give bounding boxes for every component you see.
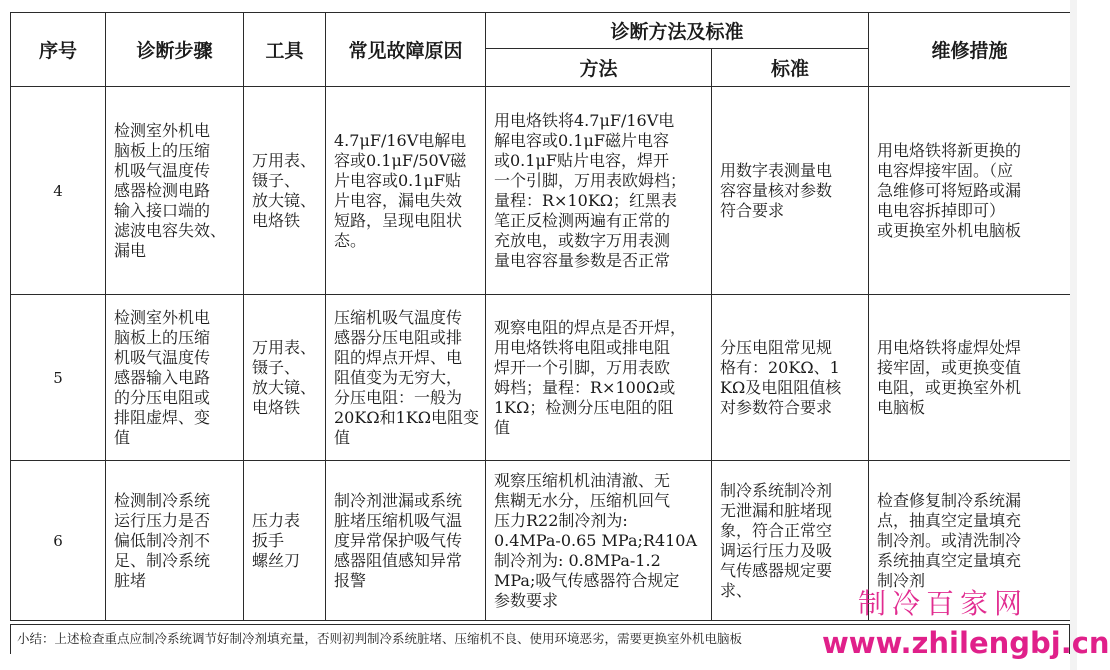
cell-repair [869, 87, 1071, 295]
standard-line: 调运行压力及吸 [720, 540, 833, 560]
repair-line: 点，抽真空定量填充 [877, 510, 1022, 530]
standard-line: 象，符合正常空 [720, 520, 833, 540]
tool-line: 螺丝刀 [252, 550, 301, 570]
repair-line: 制冷剂。或清洗制冷 [877, 530, 1022, 550]
tool-line: 放大镜、 [252, 190, 317, 210]
standard-line: 格有：20KΩ、1 [720, 357, 840, 377]
tool-line: 放大镜、 [252, 377, 317, 397]
tool-line: 万用表、 [252, 337, 317, 357]
step-line: 输入接口端的 [114, 200, 211, 220]
method-line: 1KΩ；检测分压电阻的阻 [494, 397, 674, 417]
step-line: 偏低制冷剂不 [114, 530, 211, 550]
row-index: 5 [11, 295, 106, 461]
tool-line: 电烙铁 [252, 210, 301, 230]
method-line: 用电烙铁将电阻或排电阻 [494, 337, 671, 357]
cell-cause [326, 87, 486, 295]
tool-line: 电烙铁 [252, 397, 301, 417]
method-line: 或0.1μF贴片电容，焊开 [494, 150, 669, 170]
cause-line: 压缩机吸气温度传 [334, 307, 463, 327]
header-standard: 标准 [712, 49, 869, 87]
cause-line: 短路，呈现电阻状 [334, 210, 463, 230]
cause-line: 4.7μF/16V电解电 [334, 130, 467, 150]
step-line: 感器输入电路 [114, 367, 211, 387]
header-method-group: 诊断方法及标准 [486, 13, 869, 49]
step-line: 脑板上的压缩 [114, 327, 211, 347]
cause-line: 态。 [334, 230, 367, 250]
method-line: 参数要求 [494, 590, 559, 610]
method-line: MPa;吸气传感器符合规定 [494, 570, 680, 590]
standard-line: 对参数符合要求 [720, 397, 833, 417]
step-line: 检测室外机电 [114, 120, 211, 140]
method-line: 充放电，或数字万用表测 [494, 230, 671, 250]
repair-line: 系统抽真空定量填充 [877, 550, 1022, 570]
repair-line: 制冷剂 [877, 570, 926, 590]
method-line: 姆档；量程：R×100Ω或 [494, 377, 676, 397]
step-line: 机吸气温度传 [114, 347, 211, 367]
cell-method [486, 461, 712, 621]
standard-line: 用数字表测量电 [720, 160, 833, 180]
cause-line: 20KΩ和1KΩ电阻变 [334, 407, 479, 427]
method-line: 一个引脚，万用表欧姆档； [494, 170, 687, 190]
cell-step [106, 87, 244, 295]
cell-tool [244, 461, 326, 621]
cause-line: 报警 [334, 570, 367, 590]
cell-cause [326, 461, 486, 621]
step-line: 机吸气温度传 [114, 160, 211, 180]
method-line: 压力R22制冷剂为: [494, 510, 628, 530]
tool-line: 镊子、 [252, 170, 301, 190]
cell-standard [712, 295, 869, 461]
method-line: 制冷剂为: 0.8MPa-1.2 [494, 550, 661, 570]
step-line: 排阻虚焊、变 [114, 407, 211, 427]
cause-line: 阻的焊点开焊、电 [334, 347, 463, 367]
cause-line: 感器阻值感知异常 [334, 550, 463, 570]
tool-line: 压力表 [252, 510, 301, 530]
repair-line: 急维修可将短路或漏 [877, 180, 1022, 200]
method-line: 解电容或0.1μF磁片电容 [494, 130, 669, 150]
header-repair: 维修措施 [869, 13, 1071, 87]
repair-line: 接牢固，或更换变值 [877, 357, 1022, 377]
cause-line: 感器分压电阻或排 [334, 327, 463, 347]
header-index: 序号 [11, 13, 106, 87]
standard-line: 分压电阻常见规 [720, 337, 833, 357]
method-line: 观察电阻的焊点是否开焊， [494, 317, 687, 337]
cell-cause [326, 295, 486, 461]
cell-step [106, 461, 244, 621]
cause-line: 制冷剂泄漏或系统 [334, 490, 463, 510]
header-method: 方法 [486, 49, 712, 87]
standard-line: 符合要求 [720, 200, 785, 220]
cell-tool [244, 295, 326, 461]
repair-line: 电容焊接牢固。（应 [877, 160, 1014, 180]
cause-line: 脏堵压缩机吸气温 [334, 510, 463, 530]
method-line: 观察压缩机机油清澈、无 [494, 470, 671, 490]
row-index: 4 [11, 87, 106, 295]
table-row [11, 87, 1071, 295]
diagnosis-table [10, 12, 1071, 621]
header-cause: 常见故障原因 [326, 13, 486, 87]
cell-method [486, 87, 712, 295]
repair-line: 或更换室外机电脑板 [877, 220, 1022, 240]
method-line: 用电烙铁将4.7μF/16V电 [494, 110, 675, 130]
cell-method [486, 295, 712, 461]
standard-line: 制冷系统制冷剂 [720, 480, 833, 500]
repair-line: 用电烙铁将虚焊处焊 [877, 337, 1022, 357]
tool-line: 镊子、 [252, 357, 301, 377]
cause-line: 分压电阻：一般为 [334, 387, 463, 407]
header-step: 诊断步骤 [106, 13, 244, 87]
step-line: 检测制冷系统 [114, 490, 211, 510]
method-line: 笔正反检测两遍有正常的 [494, 210, 671, 230]
tool-line: 万用表、 [252, 150, 317, 170]
step-line: 感器检测电路 [114, 180, 211, 200]
method-line: 量程：R×10KΩ；红黑表 [494, 190, 678, 210]
standard-line: 求、 [720, 580, 753, 600]
cell-tool [244, 87, 326, 295]
step-line: 检测室外机电 [114, 307, 211, 327]
step-line: 脏堵 [114, 570, 147, 590]
cause-line: 度异常保护吸气传 [334, 530, 463, 550]
cause-line: 片电容，漏电失效 [334, 190, 463, 210]
step-line: 漏电 [114, 240, 147, 260]
cause-line: 容或0.1μF/50V磁 [334, 150, 467, 170]
repair-line: 电电容拆掉即可） [877, 200, 1006, 220]
method-line: 值 [494, 417, 511, 437]
method-line: 量电容容量参数是否正常 [494, 250, 671, 270]
header-tool: 工具 [244, 13, 326, 87]
step-line: 的分压电阻或 [114, 387, 211, 407]
repair-line: 电阻，或更换室外机 [877, 377, 1022, 397]
cause-line: 值 [334, 427, 351, 447]
table-row [11, 295, 1071, 461]
step-line: 运行压力是否 [114, 510, 211, 530]
cause-line: 阻值变为无穷大， [334, 367, 463, 387]
standard-line: 无泄漏和脏堵现 [720, 500, 833, 520]
row-index: 6 [11, 461, 106, 621]
method-line: 焦糊无水分，压缩机回气 [494, 490, 671, 510]
step-line: 滤波电容失效、 [114, 220, 227, 240]
step-line: 脑板上的压缩 [114, 140, 211, 160]
step-line: 值 [114, 427, 131, 447]
cut-off-text-line [100, 660, 800, 670]
page-edge [1070, 0, 1077, 670]
cell-repair [869, 295, 1071, 461]
tool-line: 扳手 [252, 530, 285, 550]
standard-line: 容容量核对参数 [720, 180, 833, 200]
step-line: 足、制冷系统 [114, 550, 211, 570]
repair-line: 用电烙铁将新更换的 [877, 140, 1022, 160]
cell-standard [712, 461, 869, 621]
watermark-name: 制冷百家网 [858, 587, 1029, 620]
summary-note: 小结：上述检查重点应制冷系统调节好制冷剂填充量，否则初判制冷系统脏堵、压缩机不良、使用环境恶劣，需要更换室外机电脑板 [10, 624, 1070, 654]
cause-line: 片电容或0.1μF贴 [334, 170, 461, 190]
standard-line: KΩ及电阻阻值核 [720, 377, 842, 397]
standard-line: 气传感器规定要 [720, 560, 833, 580]
repair-line: 检查修复制冷系统漏 [877, 490, 1022, 510]
method-line: 焊开一个引脚，万用表欧 [494, 357, 671, 377]
repair-line: 电脑板 [877, 397, 926, 417]
method-line: 0.4MPa-0.65 MPa;R410A [494, 530, 698, 550]
watermark-url: www.zhilengbj.cn [822, 626, 1110, 660]
cell-standard [712, 87, 869, 295]
cell-step [106, 295, 244, 461]
